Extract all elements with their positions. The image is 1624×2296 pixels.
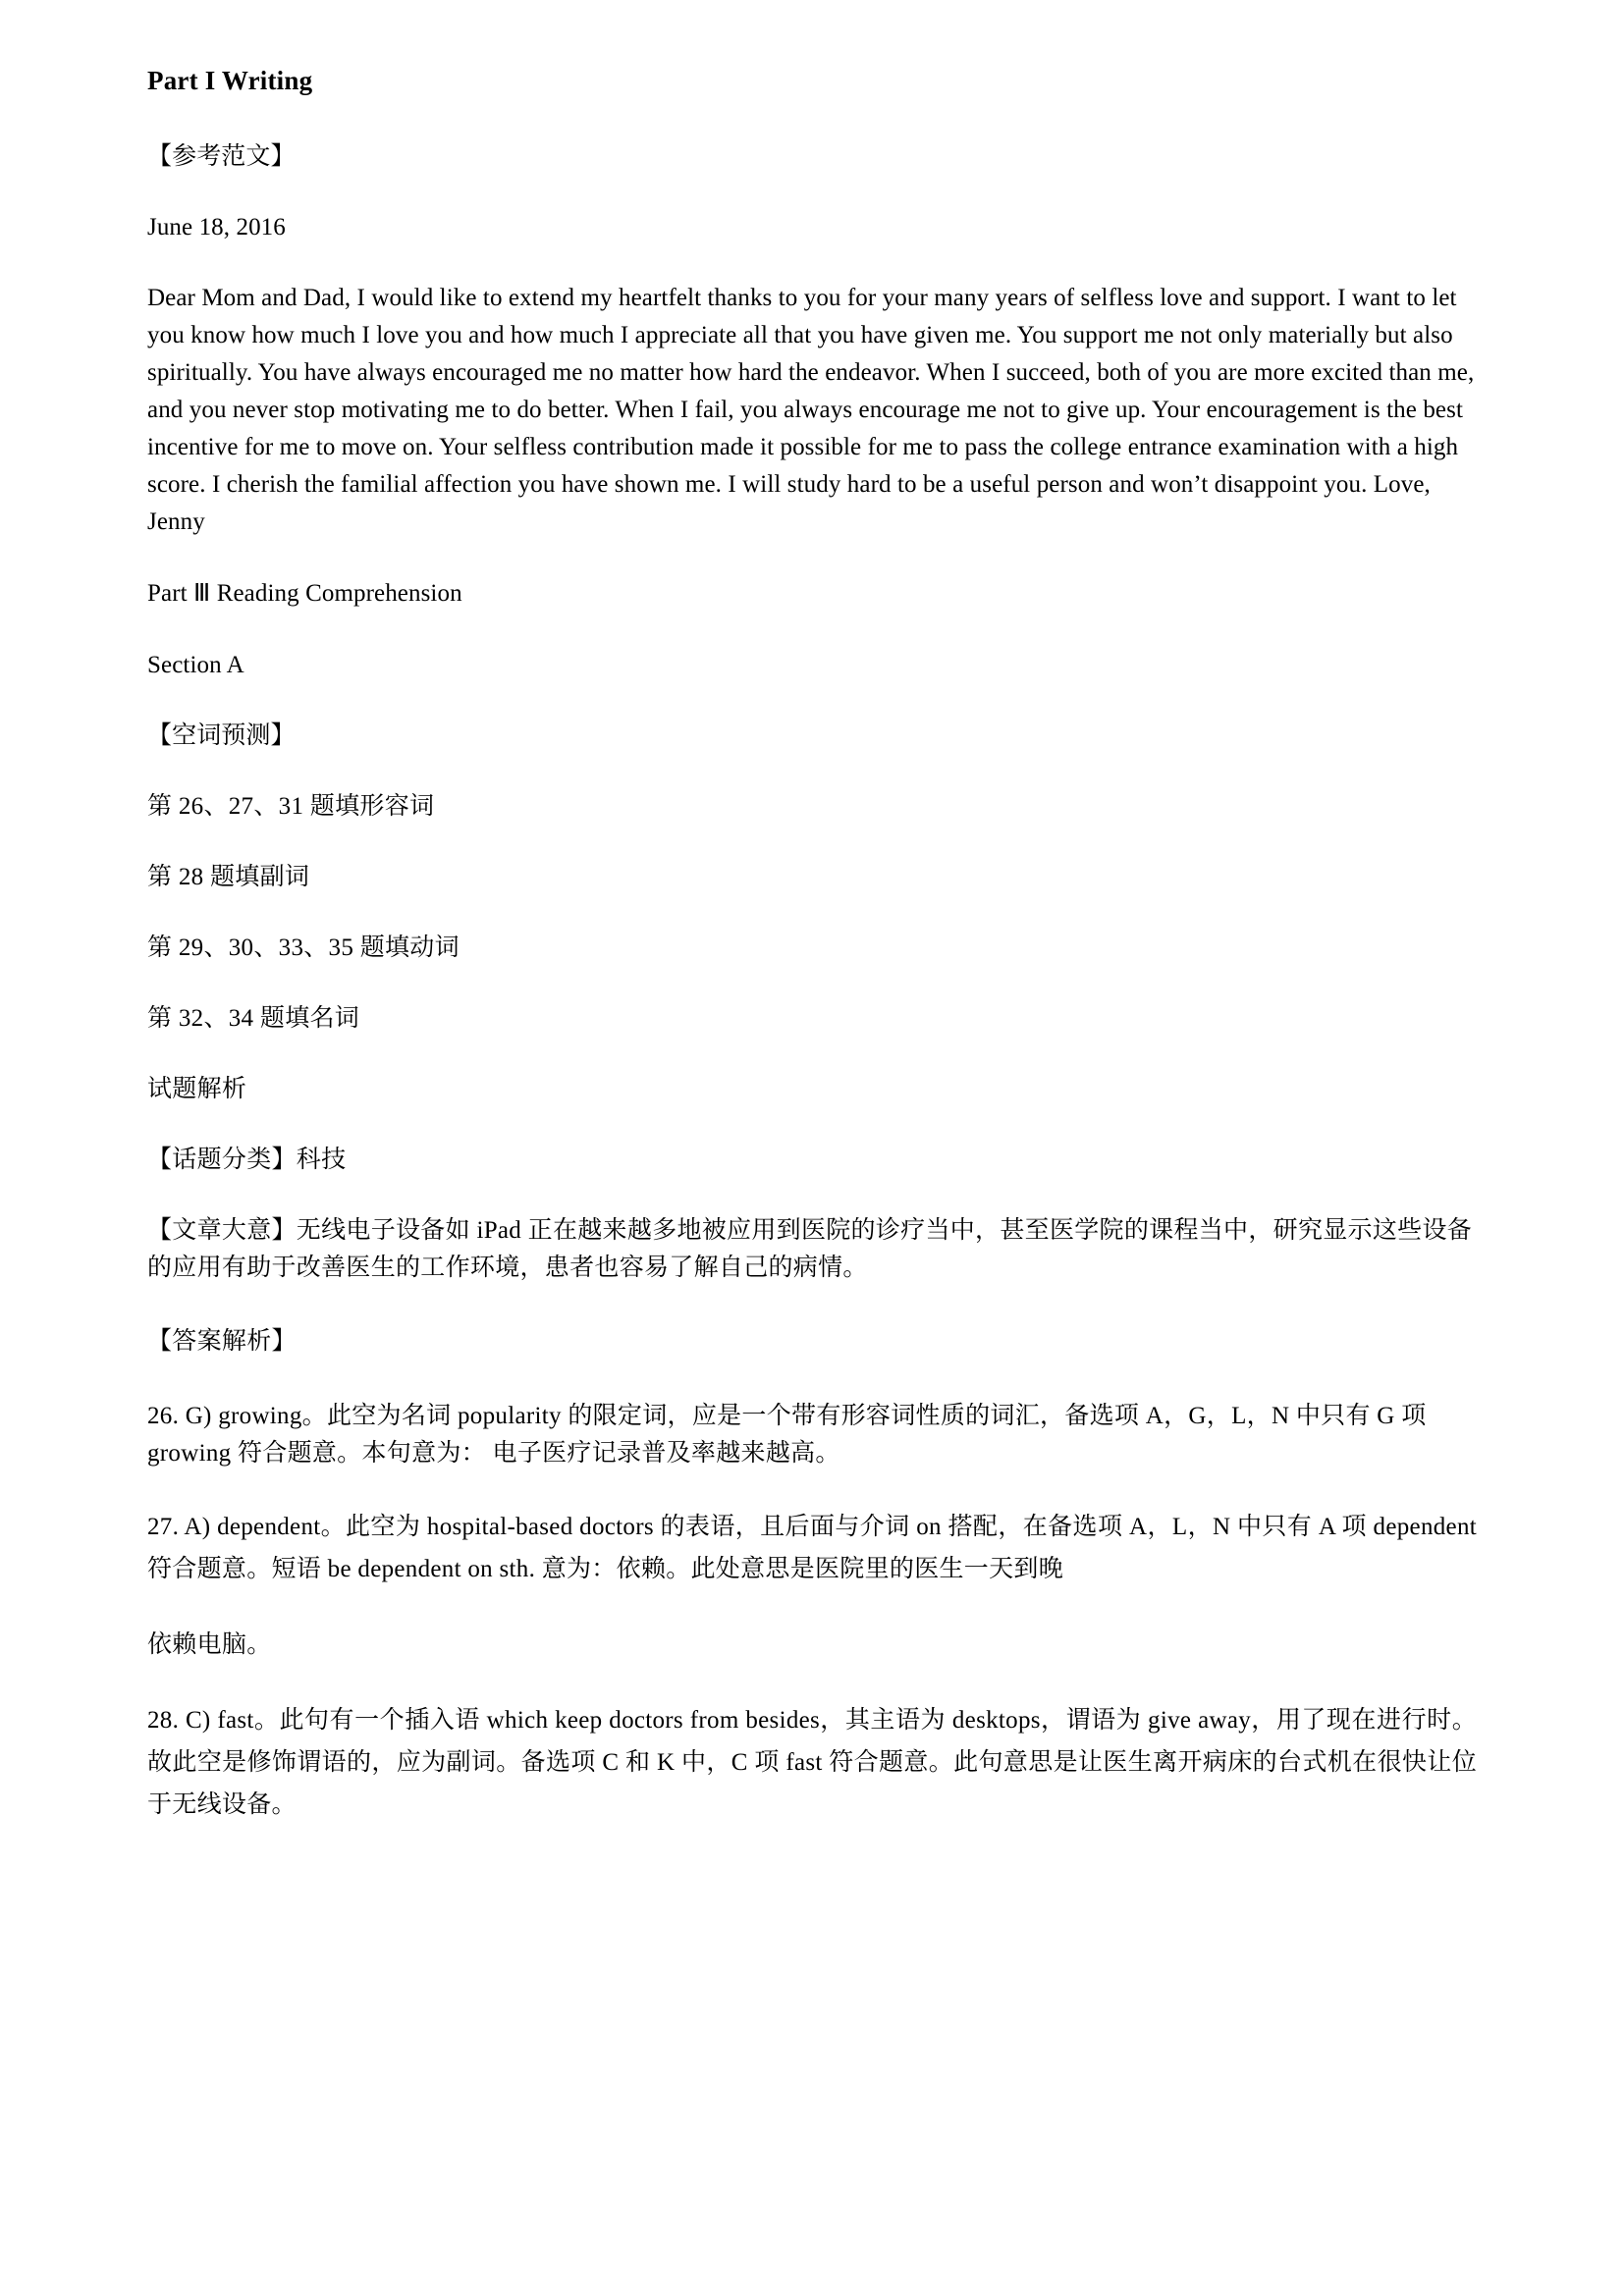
letter-body: Part Ⅲ Reading Comprehension (147, 579, 462, 607)
prediction-item-1: 第 28 题填副词 (147, 864, 310, 890)
topic-category: 【文章大意】无线电子设备如 iPad 正在越来越多地被应用到医院的诊疗当中，甚至医学院的课程当中，研究显示这些设备的应用有助于改善医生的工作环境，患者也容易了解自己的病情。 (147, 1217, 1473, 1281)
prediction-item-3: 第 32、34 题填名词 (147, 1005, 360, 1032)
part-1-heading: 【参考范文】 (147, 142, 296, 170)
answer-item-27-continued: 28. C) fast。此句有一个插入语 which keep doctors from besides，其主语为 desktops，谓语为 give away，用了现在进行时。故此空是修饰谓语的，应为副词。备选项 C 和 K 中，C 项 fast 符合题意。此句意思是让医生离开病床的台式机在很快让位于无线设备。 (147, 1707, 1477, 1818)
sample-essay-label: June 18, 2016 (147, 213, 286, 240)
section-a-heading: 【空词预测】 (147, 722, 296, 749)
answer-item-27: 依赖电脑。 (147, 1631, 272, 1658)
letter-date: Dear Mom and Dad, I would like to extend my heartfelt thanks to you for your many years of selfless love and support. I want to let you know how much I love you and how much I appreciate all that you have given me. You support me not only materially but also spiritually. You have always encouraged me no matter how hard the endeavor. When I succeed, both of you are more excited than me, and you never stop motivating me to do better. When I fail, you always encourage me not to give up. Your encouragement is the best incentive for me to move on. Your selfless contribution made it possible for me to pass the college entrance examination with a high score. I cherish the familial affection you have shown me. I will study hard to be a useful person and won’t disappoint you. Love, Jenny (147, 284, 1475, 535)
analysis-heading: 【话题分类】科技 (147, 1147, 347, 1173)
page-title: Part I Writing (147, 66, 313, 95)
part-3-heading: Section A (147, 652, 244, 678)
answer-item-26: 27. A) dependent。此空为 hospital-based doctors 的表语，且后面与介词 on 搭配，在备选项 A，L，N 中只有 A 项 dependent 符合题意。短语 be dependent on sth. 意为：依赖。此处意思是医院里的医生一天到晚 (147, 1514, 1477, 1582)
prediction-item-2: 第 29、30、33、35 题填动词 (147, 934, 460, 961)
prediction-item-4: 试题解析 (147, 1076, 247, 1102)
passage-summary: 【答案解析】 (147, 1328, 297, 1355)
word-prediction-label: 第 26、27、31 题填形容词 (147, 793, 435, 820)
answer-analysis-label: 26. G) growing。此空为名词 popularity 的限定词，应是一个带有形容词性质的词汇，备选项 A，G，L，N 中只有 G 项 growing 符合题意。本句意为： 电子医疗记录普及率越来越高。 (147, 1403, 1427, 1467)
